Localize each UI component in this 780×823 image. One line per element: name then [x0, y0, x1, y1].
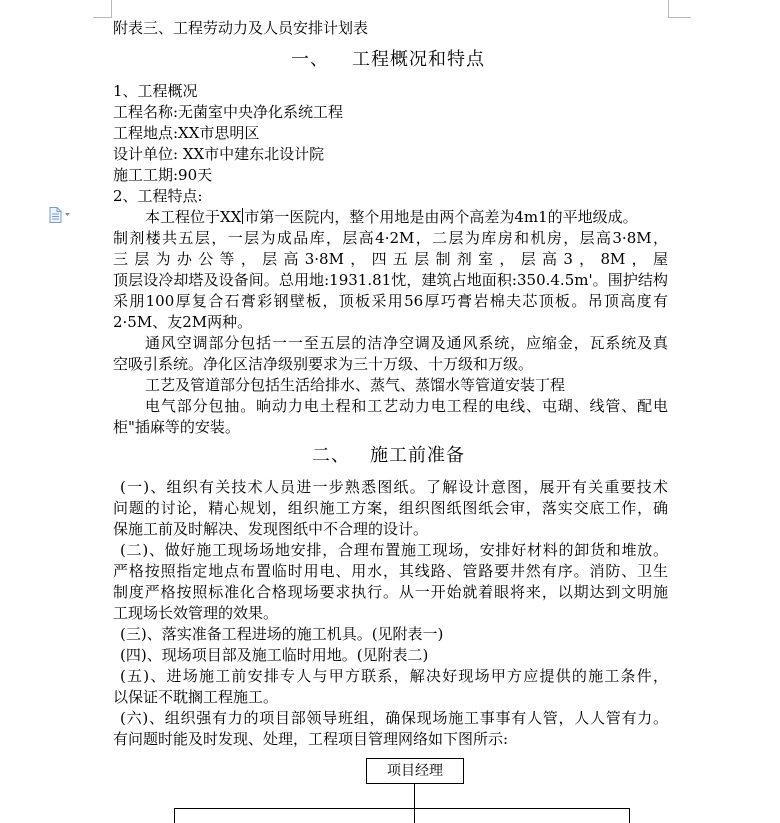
prep-item-line: 严格按照指定地点布置临时用电、用水，其线路、管路要井然有序。消防、卫生: [113, 562, 668, 580]
paragraph-line: 采朋100厚复合石膏彩钢壁板，顶板采用56厚巧膏岩棉夫芯顶板。吊顶高度有: [113, 292, 668, 310]
paragraph-text: 本工程位于XX: [145, 208, 242, 226]
section-2-number: 二、: [312, 445, 350, 466]
paragraph-line: 通风空调部分包括一一至五层的洁净空调及通风系统，应缩金，瓦系统及真: [145, 334, 668, 352]
prep-item-line: (三)、落实准备工程进场的施工机具。(见附表一): [120, 625, 444, 643]
paragraph-line: 2·5M、友2M两种。: [113, 313, 253, 331]
construction-period: 施工工期:90天: [113, 166, 213, 184]
paragraph-line: 三层为办公等，层高3·8M，四五层制剂室，层高3，8M，屋: [113, 250, 668, 268]
section-2-title: 施工前准备: [370, 445, 465, 466]
features-heading: 2、工程特点:: [113, 187, 203, 205]
design-unit: 设计单位: XX市中建东北设计院: [113, 145, 325, 163]
paragraph-line: 工艺及管道部分包括生活给排水、蒸气、蒸馏水等管道安装丁程: [145, 376, 566, 394]
project-location: 工程地点:XX市思明区: [113, 124, 260, 142]
prep-item-line: (二)、做好施工现场场地安排，合理布置施工现场，安排好材料的卸货和堆放。: [120, 541, 668, 559]
prep-item-line: 以保证不耽搁工程施工。: [113, 688, 279, 706]
paragraph-line: 制剂楼共五层，一层为成品库，层高4·2M，二层为库房和机房，层高3·8M，: [113, 229, 668, 247]
org-node-project-manager: 项目经理: [366, 758, 464, 784]
crop-mark-top-right-h: [669, 17, 691, 18]
prep-item-line: 有问题时能及时发现、处理，工程项目管理网络如下图所示:: [113, 730, 509, 748]
prep-item-line: 工现场长效管理的效果。: [113, 604, 279, 622]
prep-item-line: (五)、进场施工前安排专人与甲方联系，解决好现场甲方应提供的施工条件，: [120, 667, 668, 685]
org-connector-horizontal: [174, 808, 630, 809]
document-icon[interactable]: [48, 207, 74, 223]
appendix-title: 附表三、工程劳动力及人员安排计划表: [113, 19, 369, 37]
prep-item-line: (四)、现场项目部及施工临时用地。(见附表二): [120, 646, 429, 664]
prep-item-line: 保施工前及时解决、发现图纸中不合理的设计。: [113, 520, 429, 538]
section-1-number: 一、: [291, 49, 329, 70]
crop-mark-top-right-v: [668, 0, 669, 18]
project-name: 工程名称:无菌室中央净化系统工程: [113, 103, 344, 121]
overview-heading: 1、工程概况: [113, 82, 198, 100]
crop-mark-top-left-v: [111, 0, 112, 18]
paragraph-text: 市第一医院内，整个用地是由两个高差为4m1的平地级成。: [244, 208, 638, 226]
prep-item-line: (六)、组织强有力的项目部领导班组，确保现场施工事事有人管，人人管有力。: [120, 709, 668, 727]
org-connector-drop-left: [174, 808, 175, 823]
crop-mark-top-left-h: [93, 17, 111, 18]
org-connector-vertical: [414, 784, 415, 823]
prep-item-line: (一)、组织有关技术人员进一步熟悉图纸。了解设计意图，展开有关重要技术: [120, 478, 668, 496]
paragraph-line: 柜"插麻等的安装。: [113, 418, 240, 436]
paragraph-line: 顶层设冷却塔及设备间。总用地:1931.81忱，建筑占地面积:350.4.5m'。围护结构: [113, 271, 668, 289]
prep-item-line: 问题的讨论，精心规划，组织施工方案，组织图纸图纸会审，落实交底工作，确: [113, 499, 668, 517]
section-1-title: 工程概况和特点: [352, 49, 485, 70]
paragraph-line: 空吸引系统。净化区洁净级别要求为三十万级、十万级和万级。: [113, 355, 534, 373]
prep-item-line: 制度严格按照标准化合格现场要求执行。从一开始就着眼将来，以期达到文明施: [113, 583, 668, 601]
paragraph-line: 电气部分包抽。晌动力电土程和工艺动力电工程的电线、屯瑚、线管、配电: [145, 397, 668, 415]
org-connector-drop-right: [629, 808, 630, 823]
paragraph-line[interactable]: [145, 207, 638, 227]
